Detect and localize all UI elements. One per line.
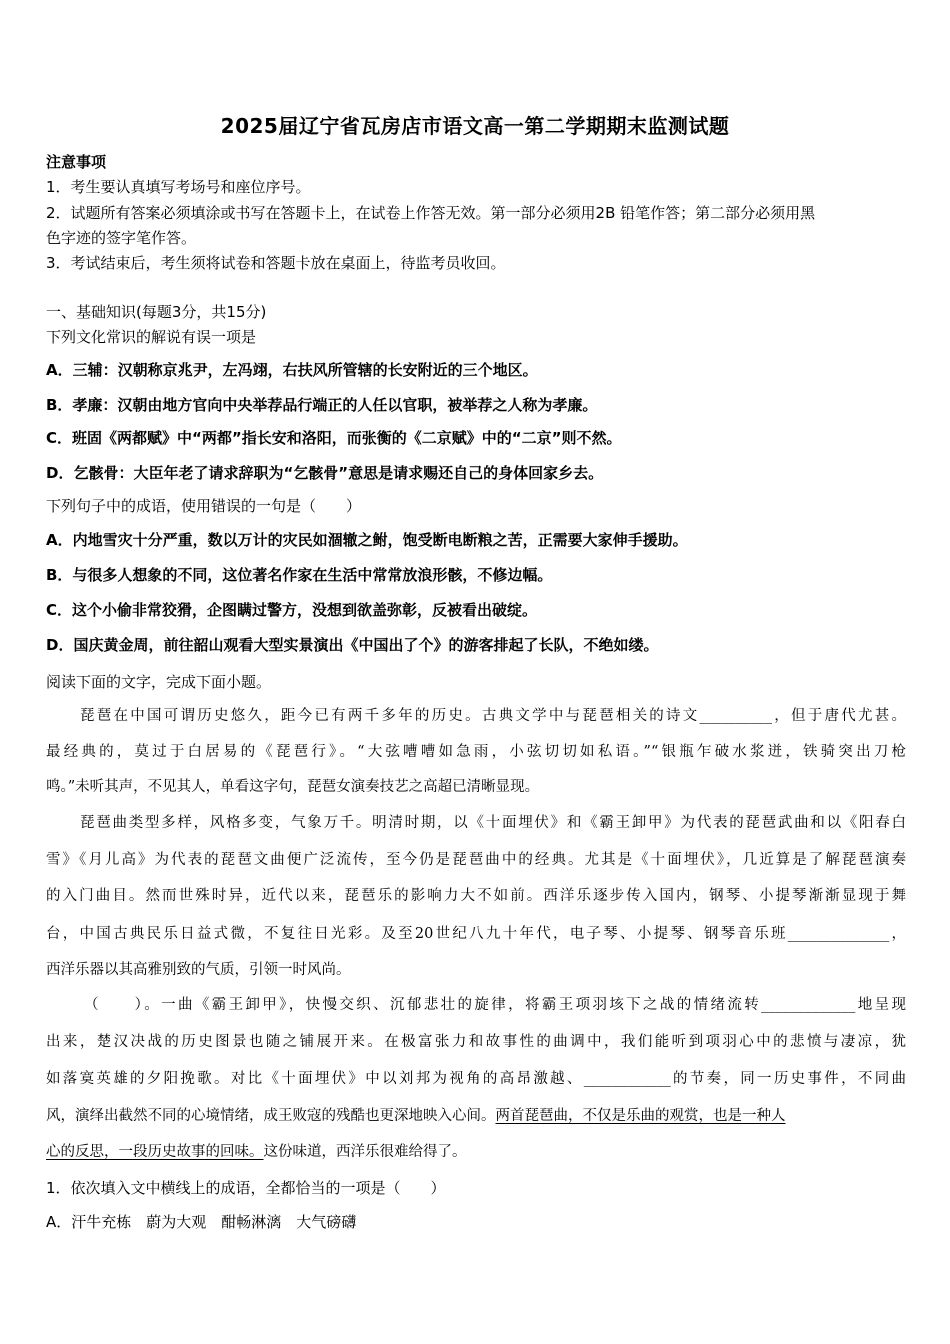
- passage-line: 鸣。”未听其声，不见其人，单看这字句，琵琶女演奏技艺之高超已清晰显现。: [46, 779, 540, 795]
- section-heading: 一、基础知识(每题3分，共15分): [46, 303, 267, 321]
- question-1-option-a: A．汗牛充栋 蔚为大观 酣畅淋漓 大气磅礴: [46, 1213, 357, 1231]
- passage-text: 风，演绎出截然不同的心境情绪，成王败寇的残酷也更深地映入心间。: [46, 1108, 496, 1124]
- passage-text: 这份味道，西洋乐很难给得了。: [263, 1144, 467, 1160]
- notice-item-2: 2．试题所有答案必须填涂或书写在答题卡上，在试卷上作答无效。第一部分必须用2B 铅笔作答；第二部分必须用黑: [46, 204, 816, 222]
- passage-line: 最经典的，莫过于白居易的《琵琶行》。“大弦嘈嘈如急雨，小弦切切如私语。”“银瓶乍破水浆迸，铁骑突出刀枪: [46, 744, 906, 760]
- reading-intro: 阅读下面的文字，完成下面小题。: [46, 673, 272, 691]
- question-stem-culture: 下列文化常识的解说有误一项是: [46, 328, 257, 346]
- option-d: D．乞骸骨：大臣年老了请求辞职为“乞骸骨”意思是请求赐还自己的身体回家乡去。: [46, 464, 604, 482]
- notice-heading: 注意事项: [46, 153, 107, 171]
- passage-line: 雪》《月儿高》为代表的琵琶文曲便广泛流传，至今仍是琵琶曲中的经典。尤其是《十面埋伏》，几近算是了解琵琶演奏: [46, 852, 906, 868]
- passage-line: （ ）。一曲《霸王卸甲》，快慢交织、沉郁悲壮的旋律，将霸王项羽垓下之战的情绪流转_____________地呈现: [84, 997, 906, 1013]
- option-c: C．班固《两都赋》中“两都”指长安和洛阳，而张衡的《二京赋》中的“二京”则不然。: [46, 429, 622, 447]
- passage-line: 琵琶在中国可谓历史悠久，距今已有两千多年的历史。古典文学中与琵琶相关的诗文__________，但于唐代尤甚。: [80, 708, 906, 724]
- passage-line: 琵琶曲类型多样，风格多变，气象万千。明清时期，以《十面埋伏》和《霸王卸甲》为代表的琵琶武曲和以《阳春白: [80, 815, 906, 831]
- option-a: A．内地雪灾十分严重，数以万计的灾民如涸辙之鲋，饱受断电断粮之苦，正需要大家伸手援助。: [46, 531, 688, 549]
- passage-line: [46, 1142, 906, 1162]
- notice-item-3: 3．考试结束后，考生须将试卷和答题卡放在桌面上，待监考员收回。: [46, 254, 506, 272]
- underlined-sentence-cont: 心的反思，一段历史故事的回味。: [46, 1144, 264, 1160]
- option-b: B．与很多人想象的不同，这位著名作家在生活中常常放浪形骸，不修边幅。: [46, 566, 553, 584]
- underlined-sentence: 两首琵琶曲，不仅是乐曲的观赏，也是一种人: [495, 1108, 786, 1124]
- passage-line: 的入门曲目。然而世殊时异，近代以来，琵琶乐的影响力大不如前。西洋乐逐步传入国内，钢琴、小提琴渐渐显现于舞: [46, 888, 906, 904]
- question-1-stem: 1．依次填入文中横线上的成语，全都恰当的一项是（ ）: [46, 1179, 446, 1197]
- option-d: D．国庆黄金周，前往韶山观看大型实景演出《中国出了个》的游客排起了长队，不绝如缕。: [46, 636, 659, 654]
- passage-line: 台，中国古典民乐日益式微，不复往日光彩。及至20世纪八九十年代，电子琴、小提琴、钢琴音乐班______________，: [46, 926, 906, 942]
- notice-item-2-cont: 色字迹的签字笔作答。: [46, 229, 197, 247]
- passage-line: 出来，楚汉决战的历史图景也随之铺展开来。在极富张力和故事性的曲调中，我们能听到项羽心中的悲愤与凄凉，犹: [46, 1034, 906, 1050]
- page-title: 2025届辽宁省瓦房店市语文高一第二学期期末监测试题: [220, 114, 730, 138]
- option-a: A．三辅：汉朝称京兆尹，左冯翊，右扶风所管辖的长安附近的三个地区。: [46, 361, 538, 379]
- option-b: B．孝廉：汉朝由地方官向中央举荐品行端正的人任以官职，被举荐之人称为孝廉。: [46, 396, 598, 414]
- notice-item-1: 1．考生要认真填写考场号和座位序号。: [46, 178, 311, 196]
- passage-line: 西洋乐器以其高雅别致的气质，引领一时风尚。: [46, 962, 351, 978]
- option-c: C．这个小偷非常狡猾，企图瞒过警方，没想到欲盖弥彰，反被看出破绽。: [46, 601, 538, 619]
- question-stem-idiom: 下列句子中的成语，使用错误的一句是（ ）: [46, 497, 362, 515]
- passage-line: 如落寞英雄的夕阳挽歌。对比《十面埋伏》中以刘邦为视角的高昂激越、____________的节奏，同一历史事件，不同曲: [46, 1071, 906, 1087]
- passage-line: [46, 1106, 786, 1126]
